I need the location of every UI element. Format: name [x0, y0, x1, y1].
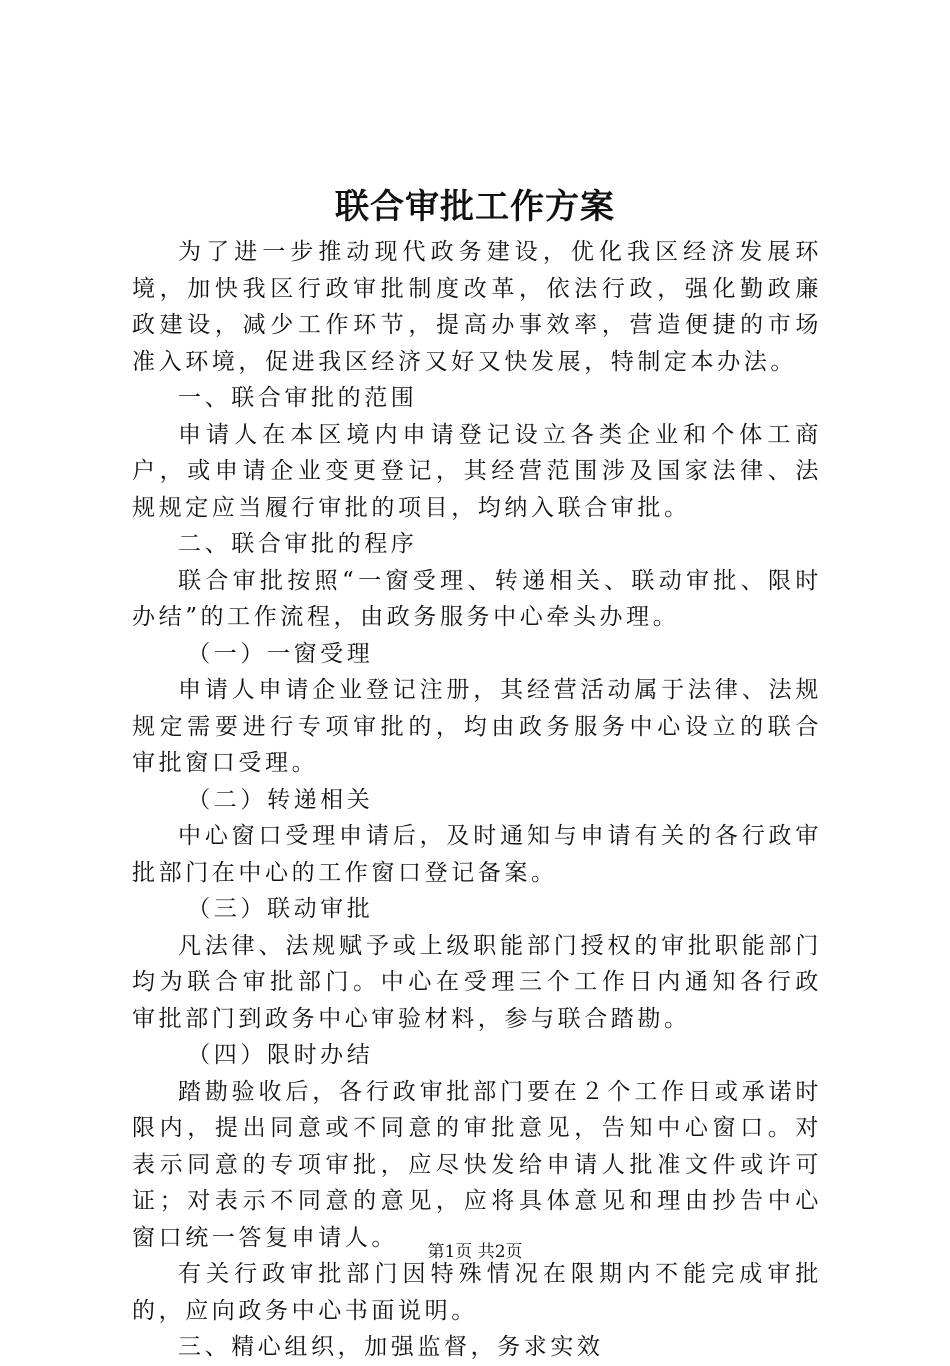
- subheading-time-limit: （四）限时办结: [187, 1042, 374, 1068]
- joint-approval-paragraph: 凡法律、法规赋予或上级职能部门授权的审批职能部门均为联合审批部门。中心在受理三个工作日内通知各行政审批部门到政务中心审验材料，参与联合踏勘。: [132, 932, 822, 1032]
- intro-paragraph: 为了进一步推动现代政务建设，优化我区经济发展环境，加快我区行政审批制度改革，依法行政，强化勤政廉政建设，减少工作环节，提高办事效率，营造便捷的市场准入环境，促进我区经济又好又快发展，特制定本办法。: [132, 239, 822, 375]
- document-title: 联合审批工作方案: [335, 187, 615, 227]
- page-number-footer: 第1页 共2页: [427, 1242, 523, 1262]
- subheading-one-window: （一）一窗受理: [187, 640, 374, 667]
- scope-paragraph: 申请人在本区境内申请登记设立各类企业和个体工商户，或申请企业变更登记，其经营范围涉及国家法律、法规规定应当履行审批的项目，均纳入联合审批。: [132, 421, 822, 521]
- one-window-paragraph: 申请人申请企业登记注册，其经营活动属于法律、法规规定需要进行专项审批的，均由政务服务中心设立的联合审批窗口受理。: [132, 677, 822, 776]
- subheading-transfer: （二）转递相关: [187, 786, 374, 813]
- section-heading-procedure: 二、联合审批的程序: [178, 531, 418, 557]
- transfer-paragraph: 中心窗口受理申请后，及时通知与申请有关的各行政审批部门在中心的工作窗口登记备案。: [132, 823, 822, 886]
- document-body: [132, 234, 822, 1366]
- time-limit-paragraph: 踏勘验收后，各行政审批部门要在２个工作日或承诺时限内，提出同意或不同意的审批意见，告知中心窗口。对表示同意的专项审批，应尽快发给申请人批准文件或许可证；对表示不同意的意见，应将具体意见和理由抄告中心窗口统一答复申请人。: [132, 1078, 822, 1251]
- section-heading-organize: 三、精心组织，加强监督，务求实效: [178, 1334, 604, 1360]
- subheading-joint-approval: （三）联动审批: [187, 896, 374, 922]
- section-heading-scope: 一、联合审批的范围: [178, 385, 418, 411]
- special-case-paragraph: 有关行政审批部门因特殊情况在限期内不能完成审批的，应向政务中心书面说明。: [132, 1261, 822, 1324]
- procedure-paragraph: 联合审批按照“一窗受理、转递相关、联动审批、限时办结”的工作流程，由政务服务中心牵头办理。: [132, 567, 822, 630]
